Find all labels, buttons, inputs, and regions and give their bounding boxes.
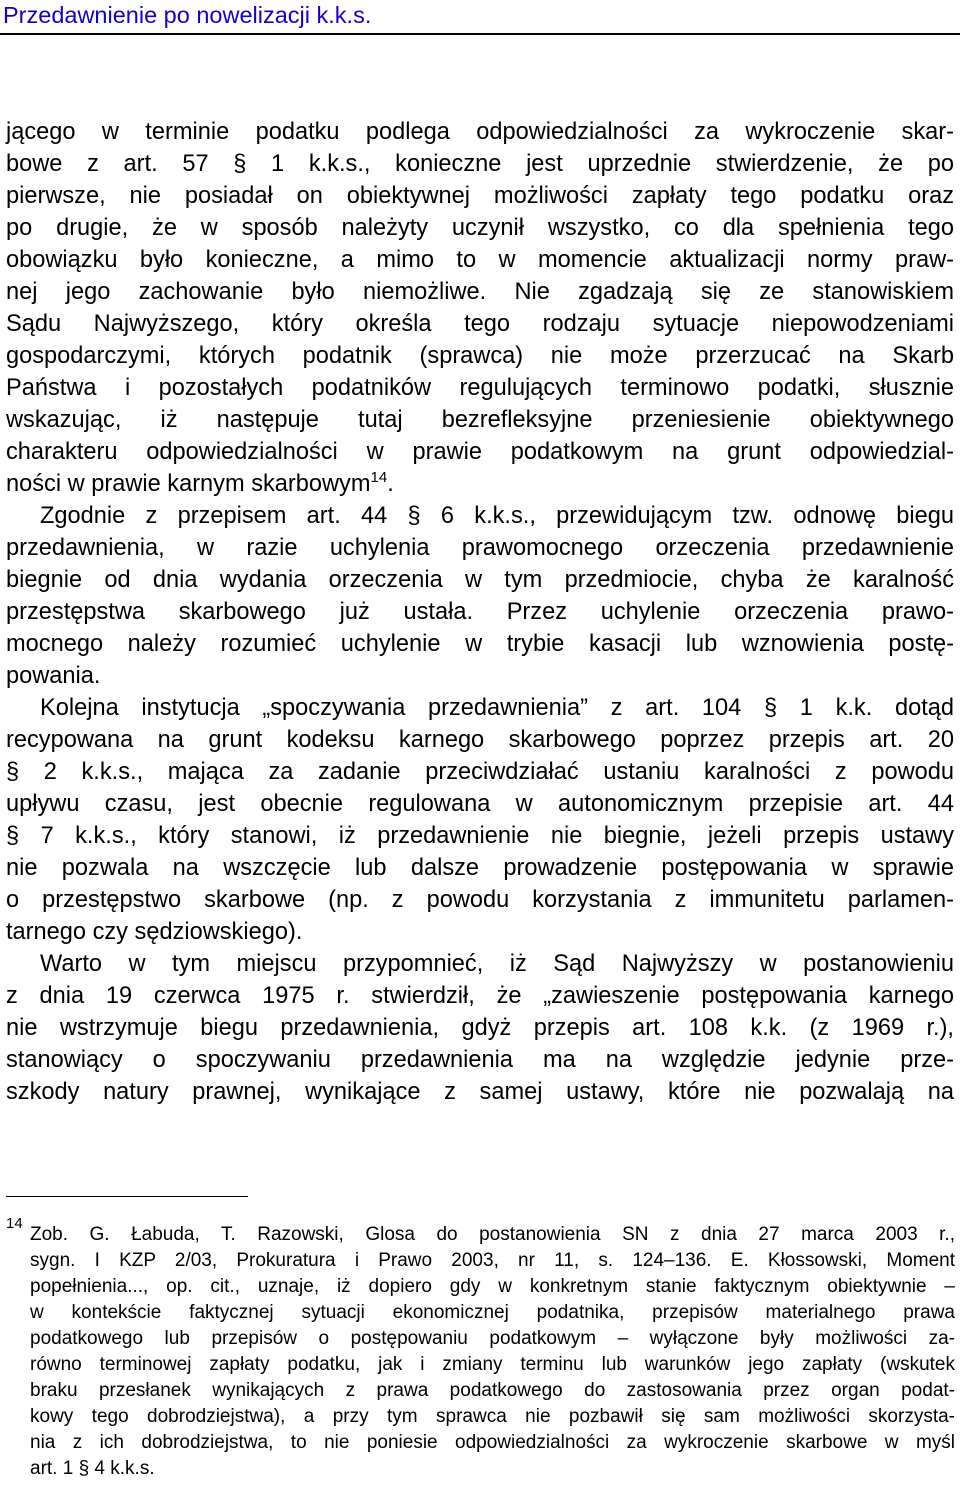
body-line: bowe z art. 57 § 1 k.k.s., konieczne jest uprzednie stwierdzenie, że po [6, 151, 954, 177]
footnote-line: równo terminowej zapłaty podatku, jak i zmiany terminu lub warunków jego zapłaty (wskutek [30, 1354, 955, 1375]
body-line: recypowana na grunt kodeksu karnego skarbowego poprzez przepis art. 20 [6, 727, 954, 753]
body-line: Sądu Najwyższego, który określa tego rodzaju sytuacje niepowodzeniami [6, 311, 954, 337]
body-line: po drugie, że w sposób należyty uczynił wszystko, co dla spełnienia tego [6, 215, 954, 241]
body-line: gospodarczymi, których podatnik (sprawca) nie może przerzucać na Skarb [6, 343, 954, 369]
running-header-title: Przedawnienie po nowelizacji k.k.s. [3, 2, 372, 28]
body-line: pierwsze, nie posiadał on obiektywnej możliwości zapłaty tego podatku oraz [6, 183, 954, 209]
body-line: nie pozwala na wszczęcie lub dalsze prowadzenie postępowania w sprawie [6, 855, 954, 881]
footnote-separator [6, 1196, 248, 1197]
sentence-period: . [387, 471, 394, 497]
body-line: mocnego należy rozumieć uchylenie w trybie kasacji lub wznowienia postę- [6, 631, 954, 657]
body-line: jącego w terminie podatku podlega odpowiedzialności za wykroczenie skar- [6, 119, 954, 145]
body-line: stanowiący o spoczywaniu przedawnienia ma na względzie jedynie prze- [6, 1047, 954, 1073]
body-line: Kolejna instytucja „spoczywania przedawnienia” z art. 104 § 1 k.k. dotąd [40, 695, 954, 721]
body-line: przedawnienia, w razie uchylenia prawomocnego orzeczenia przedawnienie [6, 535, 954, 561]
body-line: § 7 k.k.s., który stanowi, iż przedawnienie nie biegnie, jeżeli przepis ustawy [6, 823, 954, 849]
footnote-line: sygn. I KZP 2/03, Prokuratura i Prawo 2003, nr 11, s. 124–136. E. Kłossowski, Moment [30, 1250, 955, 1271]
footnote-line: podatkowego lub przepisów o postępowaniu podatkowym – wyłączone były możliwości za- [30, 1328, 955, 1349]
body-line: Zgodnie z przepisem art. 44 § 6 k.k.s., przewidującym tzw. odnowę biegu [40, 503, 954, 529]
body-line: biegnie od dnia wydania orzeczenia w tym przedmiocie, chyba że karalność [6, 567, 954, 593]
body-line: Państwa i pozostałych podatników regulujących terminowo podatki, słusznie [6, 375, 954, 401]
body-line: upływu czasu, jest obecnie regulowana w autonomicznym przepisie art. 44 [6, 791, 954, 817]
footnote-line: nia z ich dobrodziejstwa, to nie poniesie odpowiedzialności za wykroczenie skarbowe w myśl [30, 1432, 955, 1453]
footnote-line: popełnienia..., op. cit., uznaje, iż dopiero gdy w konkretnym stanie faktycznym obiektywnie – [30, 1276, 955, 1297]
body-line: z dnia 19 czerwca 1975 r. stwierdził, że „zawieszenie postępowania karnego [6, 983, 954, 1009]
body-line: nej jego zachowanie było niemożliwe. Nie zgadzają się ze stanowiskiem [6, 279, 954, 305]
body-line: obowiązku było konieczne, a mimo to w momencie aktualizacji normy praw- [6, 247, 954, 273]
body-line: szkody natury prawnej, wynikające z samej ustawy, które nie pozwalają na [6, 1079, 954, 1105]
header-divider [0, 33, 960, 35]
body-line: nie wstrzymuje biegu przedawnienia, gdyż przepis art. 108 k.k. (z 1969 r.), [6, 1015, 954, 1041]
footnote-line: w kontekście faktycznej sytuacji ekonomicznej podatnika, przepisów materialnego prawa [30, 1302, 955, 1323]
body-line: wskazując, iż następuje tutaj bezrefleksyjne przeniesienie obiektywnego [6, 407, 954, 433]
footnote-number: 14 [6, 1215, 23, 1232]
body-line: Warto w tym miejscu przypomnieć, iż Sąd Najwyższy w postanowieniu [40, 951, 954, 977]
footnote-line: braku przesłanek wynikających z prawa podatkowego do zastosowania przez organ podat- [30, 1380, 955, 1401]
footnote-reference: 14 [370, 469, 388, 486]
body-line: tarnego czy sędziowskiego). [6, 919, 303, 945]
body-line: § 2 k.k.s., mająca za zadanie przeciwdziałać ustaniu karalności z powodu [6, 759, 954, 785]
body-line: o przestępstwo skarbowe (np. z powodu korzystania z immunitetu parlamen- [6, 887, 954, 913]
body-line: powania. [6, 663, 101, 689]
footnote-line: Zob. G. Łabuda, T. Razowski, Glosa do postanowienia SN z dnia 27 marca 2003 r., [30, 1224, 955, 1245]
body-line: przestępstwa skarbowego już ustała. Przez uchylenie orzeczenia prawo- [6, 599, 954, 625]
body-line-text: ności w prawie karnym skarbowym [6, 471, 371, 497]
body-line: charakteru odpowiedzialności w prawie podatkowym na grunt odpowiedzial- [6, 439, 954, 465]
footnote-line: kowy tego dobrodziejstwa), a przy tym sprawca nie pozbawił się sam możliwości skorzysta- [30, 1406, 955, 1427]
body-line [6, 468, 954, 500]
footnote-line: art. 1 § 4 k.k.s. [30, 1458, 155, 1479]
